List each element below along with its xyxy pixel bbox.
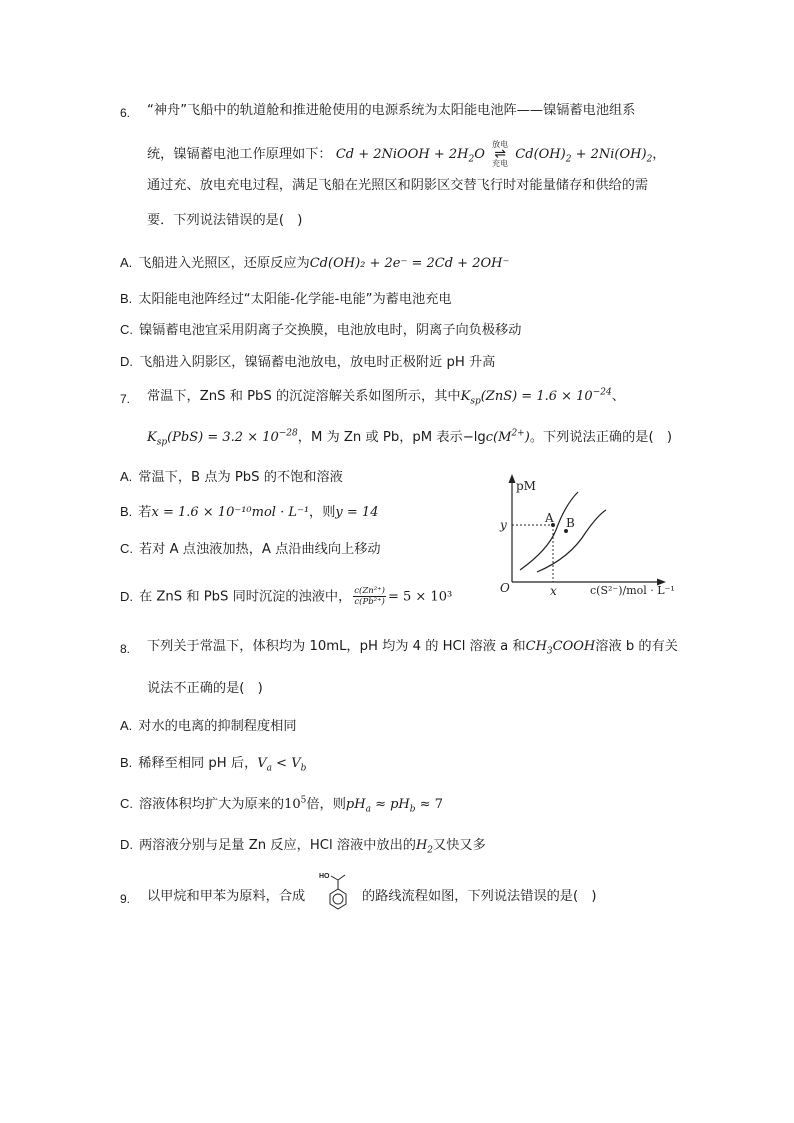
q7-number: 7. bbox=[120, 392, 131, 406]
q6-line1: “神舟”飞船中的轨道舱和推进舱使用的电源系统为太阳能电池阵——镍镉蓄电池组系 bbox=[147, 103, 636, 118]
x-mark-label: x bbox=[550, 584, 557, 598]
q9-text-b: 的路线流程如图，下列说法错误的是( ) bbox=[362, 889, 597, 904]
q6-option-c: C. 镍镉蓄电池宜采用阴离子交换膜，电池放电时，阴离子向负极移动 bbox=[120, 322, 522, 338]
point-b-label: B bbox=[566, 516, 575, 530]
q6-line2: 统，镍镉蓄电池工作原理如下： Cd + 2NiOOH + $2H_2O$ 放电 ⇌ 充电 $Cd(OH)_2 + 2Ni(OH)_2$， bbox=[147, 140, 666, 168]
curve-upper bbox=[520, 492, 578, 570]
reversible-arrow bbox=[492, 140, 508, 168]
q8-number: 8. bbox=[120, 642, 131, 656]
q6-line3: 通过充、放电充电过程，满足飞船在光照区和阴影区交替飞行时对能量储存和供给的需 bbox=[147, 178, 649, 193]
q6-equation-right: $Cd(OH)_2 + 2Ni(OH)_2$ bbox=[515, 147, 653, 165]
q6-number: 6. bbox=[120, 106, 131, 120]
q6-option-a: A. 飞船进入光照区，还原反应为Cd(OH)₂ + 2e⁻ = 2Cd + 2OH⁻ bbox=[120, 255, 510, 271]
q7-option-b: B. 若x = 1.6 × 10⁻¹⁰mol · L⁻¹，则y = 14 bbox=[120, 504, 379, 520]
q7-option-a: A. 常温下，B 点为 PbS 的不饱和溶液 bbox=[120, 469, 343, 485]
q6-line4: 要．下列说法错误的是( ) bbox=[147, 213, 303, 228]
q8-option-b: B. 稀释至相同 pH 后，$V_a < V_b$ bbox=[120, 755, 307, 774]
q8-line1: 下列关于常温下，体积均为 10mL，pH 均为 4 的 HCl 溶液 a 和$CH_3COOH$溶液 b 的有关 bbox=[147, 639, 678, 657]
y-mark-label: y bbox=[500, 518, 507, 532]
q7-option-d: D. 在 ZnS 和 PbS 同时沉淀的浊液中， $\frac{\text{c(Zn²⁺)}}{\text{c(Pb²⁺)}}$ = 5 × 10³ bbox=[120, 586, 453, 607]
q8-line2: 说法不正确的是( ) bbox=[147, 681, 263, 696]
phenylethanol-structure bbox=[318, 868, 358, 918]
arrow-label-charge: 充电 bbox=[492, 159, 509, 168]
arrow-label-discharge: 放电 bbox=[492, 140, 509, 149]
q9-number: 9. bbox=[120, 892, 131, 906]
q7-option-c: C. 若对 A 点浊液加热，A 点沿曲线向上移动 bbox=[120, 541, 381, 557]
y-axis-label: pM bbox=[516, 479, 536, 493]
point-a-label: A bbox=[545, 511, 554, 525]
origin-label: O bbox=[500, 581, 510, 595]
x-axis-label: c(S²⁻)/mol · L⁻¹ bbox=[590, 584, 675, 597]
q7-line1: 常温下，ZnS 和 PbS 的沉淀溶解关系如图所示，其中$K_{sp}(ZnS) = 1.6 \times 10^{-24}$、 bbox=[147, 387, 625, 407]
pm-vs-sulfide-graph bbox=[490, 470, 680, 600]
q6-option-a-formula: Cd(OH)₂ + 2e⁻ = 2Cd + 2OH⁻ bbox=[309, 256, 510, 271]
q6-line2-text: 统，镍镉蓄电池工作原理如下： bbox=[147, 147, 332, 162]
hydroxyl-label: HO bbox=[319, 873, 330, 880]
q8-option-c: C. 溶液体积均扩大为原来的$10^5$倍，则$pH_a \approx pH_b \approx 7$ bbox=[120, 795, 443, 815]
q7-line2: $K_{sp}(PbS) = 3.2 \times 10^{-28}$，M 为 Zn 或 Pb，pM 表示$-\lg c(M^{2+})$。下列说法正确的是( ) bbox=[147, 428, 672, 448]
q6-option-d: D. 飞船进入阴影区，镍镉蓄电池放电，放电时正极附近 pH 升高 bbox=[120, 354, 496, 370]
benzene-ring-icon bbox=[330, 889, 346, 909]
y-axis-arrow-icon bbox=[509, 474, 516, 483]
concentration-ratio-fraction: $\frac{\text{c(Zn²⁺)}}{\text{c(Pb²⁺)}}$ bbox=[354, 586, 385, 607]
q9-text-a: 以甲烷和甲苯为原料，合成 bbox=[147, 889, 306, 904]
q8-option-a: A. 对水的电离的抑制程度相同 bbox=[120, 718, 297, 734]
equilibrium-arrow-icon: ⇌ bbox=[494, 146, 506, 162]
q6-option-b: B. 太阳能电池阵经过“太阳能-化学能-电能”为蓄电池充电 bbox=[120, 291, 452, 307]
q6-equation-left: Cd + 2NiOOH + $2H_2O$ bbox=[335, 147, 485, 165]
q8-option-d: D. 两溶液分别与足量 Zn 反应，HCl 溶液中放出的$H_2$又快又多 bbox=[120, 837, 486, 856]
